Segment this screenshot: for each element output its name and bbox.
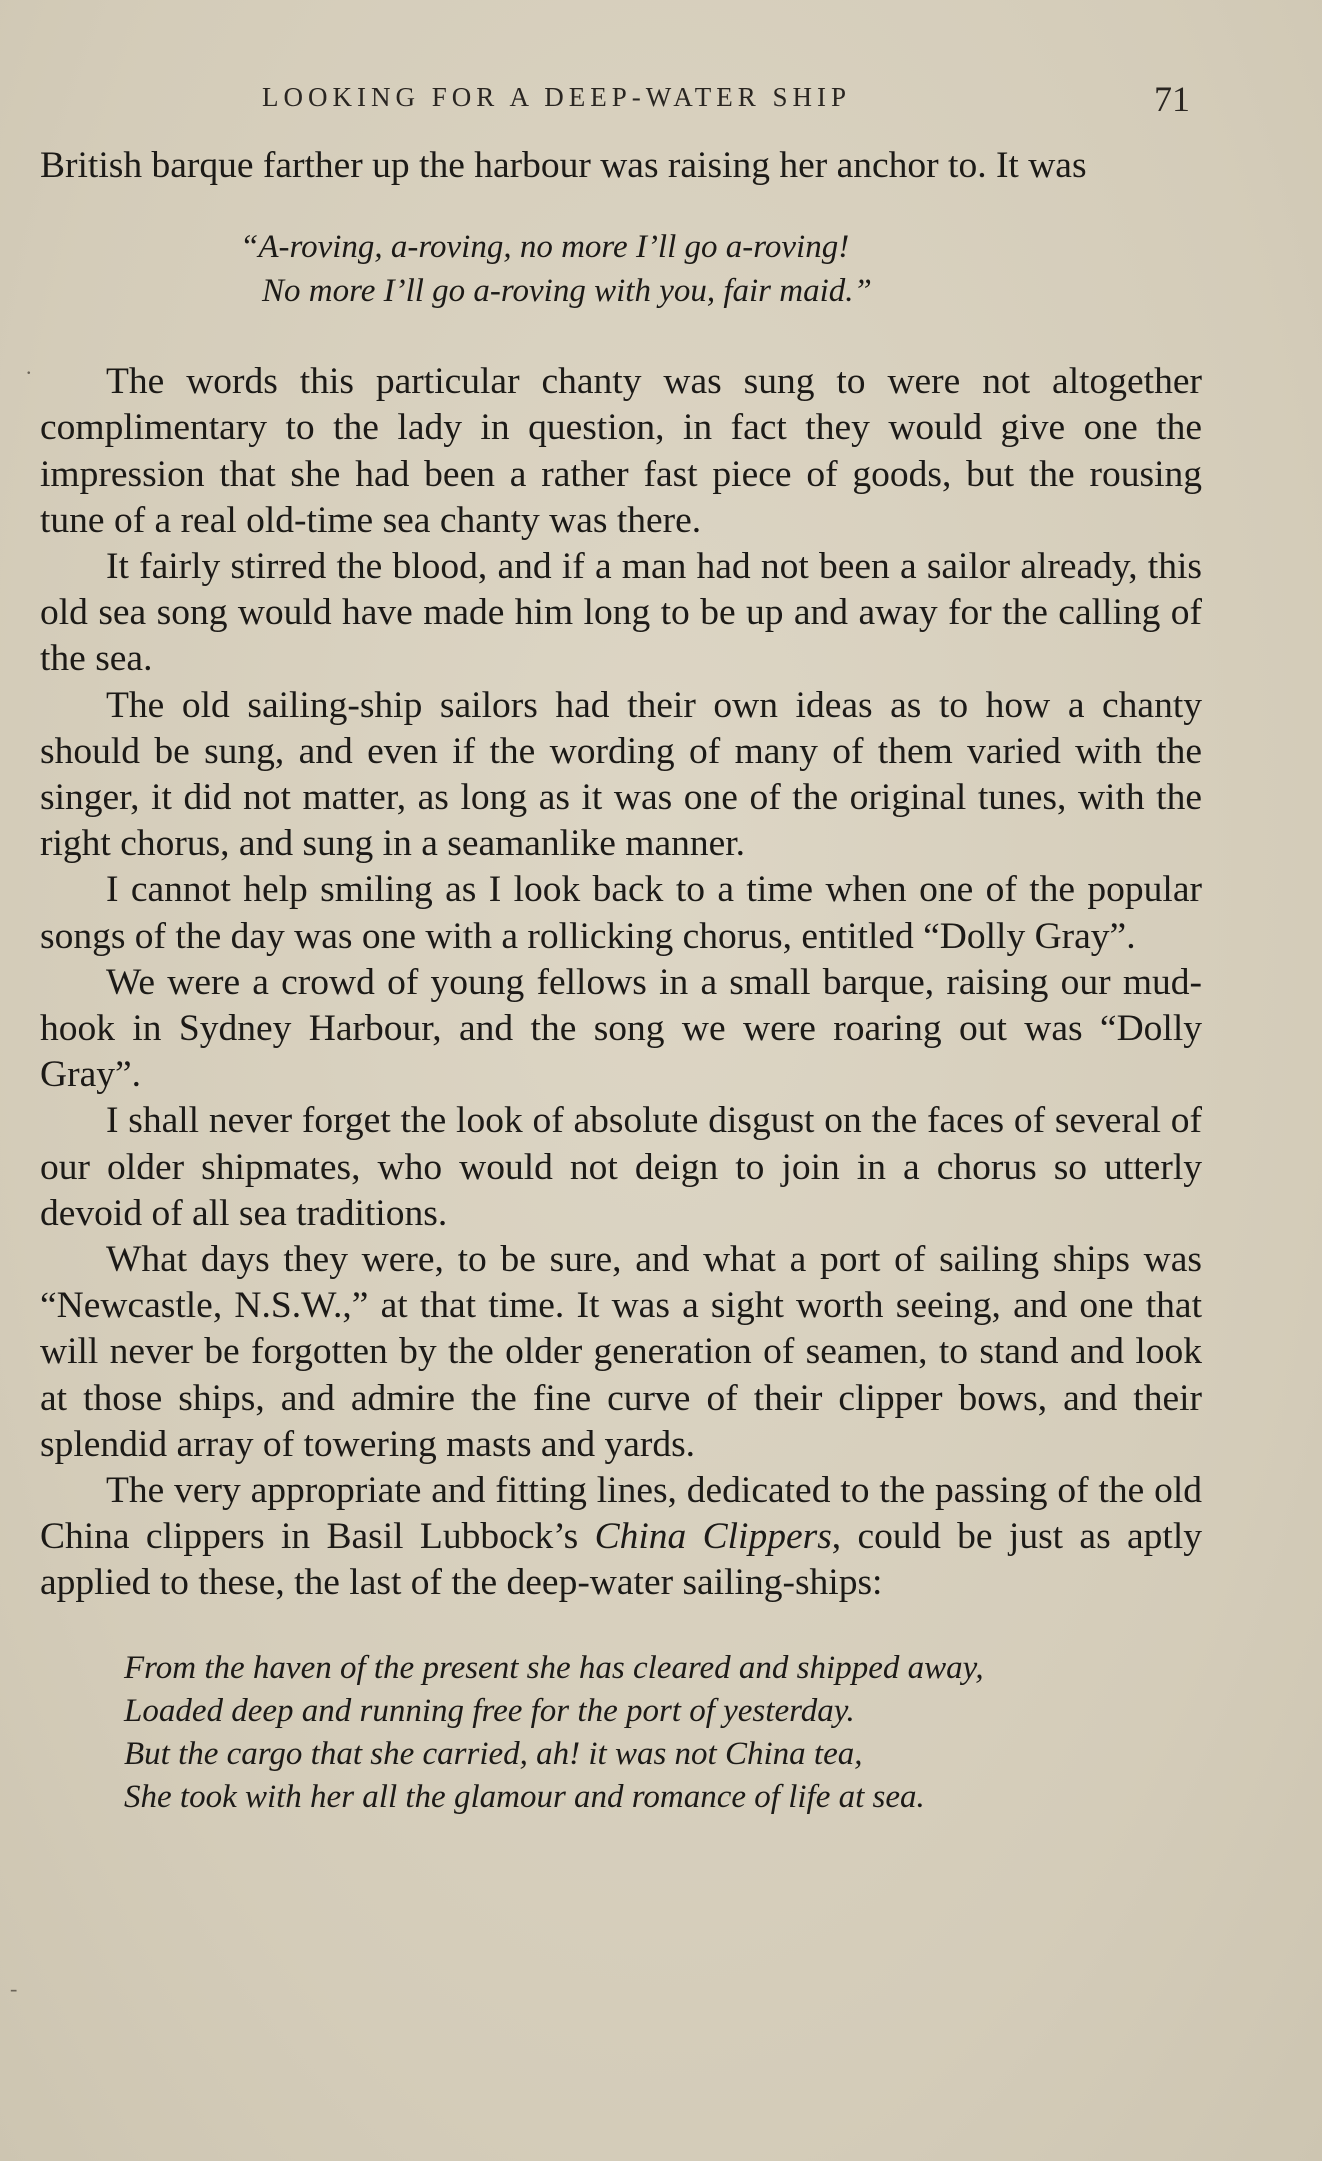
paragraph: We were a crowd of young fellows in a small barque, raising our mud-hook in Sydney Harbour, and the song we were roaring out was “Dolly Gray”. [40, 961, 1202, 1096]
margin-dash: - [10, 1976, 18, 2001]
verse-line: “A-roving, a-roving, no more I’ll go a-roving! [240, 229, 850, 266]
chanty-verse [40, 225, 1202, 313]
paragraph-text: The very appropriate and fitting lines, dedicated to the passing of the old China clippers in Basil Lubbock’s [40, 1470, 1202, 1558]
verse-line: No more I’ll go a-roving with you, fair maid.” [262, 273, 872, 310]
verse-line: Loaded deep and running free for the port of yesterday. [124, 1692, 855, 1729]
verse-line: But the cargo that she carried, ah! it was not China tea, [124, 1735, 863, 1772]
paragraph: I shall never forget the look of absolute disgust on the faces of several of our older shipmates, who would not deign to join in a chorus so utterly devoid of all sea traditions. [40, 1100, 1202, 1234]
paragraph [40, 1468, 1202, 1607]
verse-line: From the haven of the present she has cleared and shipped away, [124, 1649, 984, 1686]
book-title: China Clippers [594, 1516, 832, 1558]
body-text [40, 143, 1202, 1819]
paragraph-text: , could be just as aptly applied to these, the last of the deep-water sailing-ships: [40, 1516, 1202, 1604]
running-head: LOOKING FOR A DEEP-WATER SHIP [262, 82, 852, 112]
page-header [0, 79, 1322, 122]
paragraph: What days they were, to be sure, and what a port of sailing ships was “Newcastle, N.S.W.,” at that time. It was a sight worth seeing, and one that will never be forgotten by the older generation of seamen, to stand and look at those ships, and admire the fine curve of their clipper bows, and their splendid array of towering masts and yards. [40, 1239, 1202, 1465]
paragraph: I cannot help smiling as I look back to a time when one of the popular songs of the day was one with a rollicking chorus, entitled “Dolly Gray”. [40, 869, 1202, 957]
poem-verse [40, 1647, 1202, 1819]
verse-line: She took with her all the glamour and romance of life at sea. [124, 1778, 925, 1815]
paragraph: The old sailing-ship sailors had their own ideas as to how a chanty should be sung, and even if the wording of many of them varied with the singer, it did not matter, as long as it was one of the original tunes, with the right chorus, and sung in a seamanlike manner. [40, 684, 1202, 865]
paragraph: It fairly stirred the blood, and if a man had not been a sailor already, this old sea song would have made him long to be up and away for the calling of the sea. [40, 546, 1202, 680]
page-number: 71 [1154, 79, 1190, 119]
margin-speck: . [26, 354, 32, 379]
paragraph: The words this particular chanty was sung to were not altogether complimentary to the lady in question, in fact they would give one the impression that she had been a rather fast piece of goods, but the rousing tune of a real old-time sea chanty was there. [40, 361, 1202, 541]
paragraph-continuation: British barque farther up the harbour was raising her anchor to. It was [40, 145, 1087, 186]
